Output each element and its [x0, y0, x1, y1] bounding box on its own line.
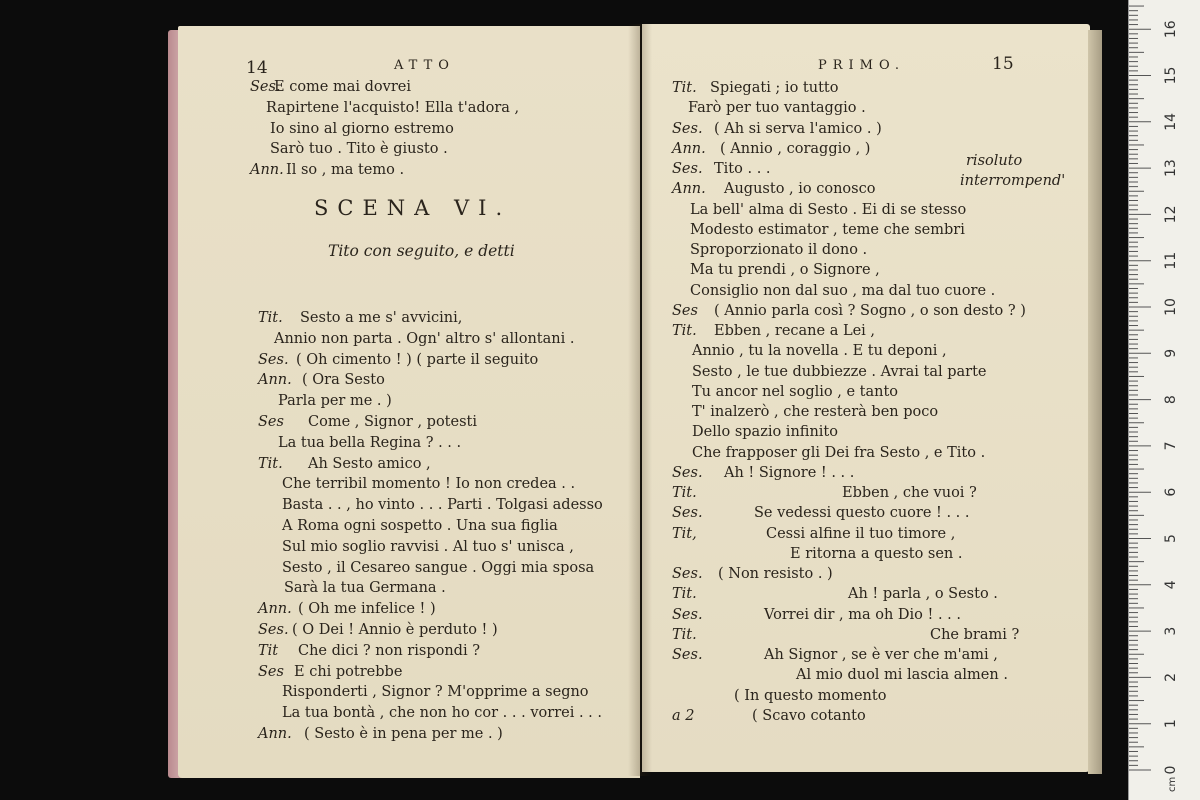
speaker-name: Tit.	[258, 310, 283, 326]
verse-line: Spiegati ; io tutto	[710, 80, 839, 96]
verse-line: ( Sesto è in pena per me . )	[304, 726, 503, 742]
verse-line: Sproporzionato il dono .	[690, 242, 868, 258]
ruler-label: 1	[1163, 719, 1179, 729]
verse-line: Ebben , che vuoi ?	[842, 485, 977, 501]
verse-line: T' inalzerò , che resterà ben poco	[692, 404, 939, 420]
verse-line: Sarò tuo . Tito è giusto .	[270, 141, 448, 158]
verse-line: Sesto a me s' avvicini,	[300, 310, 463, 326]
ruler-label: 9	[1163, 348, 1179, 358]
speaker-name: Ann.	[258, 601, 292, 618]
verse-line: Che frapposer gli Dei fra Sesto , e Tito .	[692, 444, 986, 461]
speaker-name: Ses	[258, 663, 284, 680]
measuring-ruler	[1128, 0, 1200, 800]
verse-line: ( Scavo cotanto	[752, 707, 866, 724]
ruler-label: 12	[1163, 205, 1179, 224]
verse-line: Il so , ma temo .	[286, 162, 405, 179]
speaker-name: Ses.	[250, 79, 281, 95]
speaker-name: Tit	[258, 642, 279, 659]
book-edge	[1088, 30, 1102, 774]
verse-line: La tua bella Regina ? . . .	[278, 434, 462, 451]
verse-line: ( O Dei ! Annio è perduto ! )	[292, 622, 498, 638]
verse-line: E come mai dovrei	[274, 79, 411, 95]
verse-line: ( In questo momento	[734, 687, 887, 704]
ruler-scale	[1129, 0, 1200, 800]
ruler-label: 11	[1163, 251, 1179, 270]
verse-line: Io sino al giorno estremo	[270, 120, 454, 137]
verse-line: Ebben , recane a Lei ,	[714, 323, 876, 339]
verse-line: Che brami ?	[930, 626, 1020, 643]
speaker-name: Tit.	[672, 626, 697, 643]
speaker-name: Ses.	[258, 622, 289, 638]
verse-line: Basta . . , ho vinto . . . Parti . Tolgasi adesso	[282, 497, 603, 514]
verse-line: ( Annio , coraggio , )	[720, 140, 871, 157]
verse-line: Parla per me . )	[278, 393, 392, 410]
scene-title: SCENA VI.	[314, 196, 512, 220]
verse-line: Ma tu prendi , o Signore ,	[690, 262, 880, 279]
verse-line: Dello spazio infinito	[692, 424, 838, 441]
speaker-name: Tit.	[258, 455, 283, 472]
ruler-label: 8	[1163, 395, 1179, 405]
speaker-name: Tit.	[672, 485, 697, 501]
verse-line: Sesto , il Cesareo sangue . Oggi mia sposa	[282, 559, 595, 576]
running-header: ATTO	[394, 58, 455, 73]
verse-line: Tito . . .	[714, 161, 771, 177]
right-page	[642, 24, 1090, 772]
scene-subtitle: Tito con seguito, e detti	[328, 242, 515, 260]
speaker-name: Ann.	[672, 140, 706, 157]
ruler-label: 13	[1163, 159, 1179, 178]
running-header: PRIMO.	[818, 58, 906, 73]
verse-line: Ah Sesto amico ,	[308, 455, 431, 472]
verse-line: La tua bontà , che non ho cor . . . vorrei . . .	[282, 705, 602, 722]
verse-line: Che terribil momento ! Io non credea . .	[282, 476, 576, 493]
verse-line: Rapirtene l'acquisto! Ella t'adora ,	[266, 99, 520, 116]
ruler-unit: cm	[1167, 776, 1178, 792]
verse-line: E chi potrebbe	[294, 663, 403, 680]
verse-line: Al mio duol mi lascia almen .	[796, 667, 1008, 684]
verse-line: Farò per tuo vantaggio .	[688, 100, 866, 117]
verse-line: Come , Signor , potesti	[308, 414, 477, 430]
speaker-name: Ann.	[672, 181, 706, 198]
verse-line: ( Oh me infelice ! )	[298, 601, 436, 618]
verse-line: ( Oh cimento ! ) ( parte il seguito	[296, 351, 539, 368]
page-number: 14	[246, 58, 268, 78]
speaker-name: Ann.	[258, 726, 292, 742]
verse-line: Annio , tu la novella . E tu deponi ,	[692, 343, 947, 360]
verse-line: Ah ! Signore ! . . .	[724, 464, 855, 481]
ruler-label: 4	[1163, 580, 1179, 590]
speaker-name: Ses.	[672, 161, 703, 177]
verse-line: Ah Signor , se è ver che m'ami ,	[764, 647, 998, 663]
verse-line: Sarà la tua Germana .	[284, 580, 446, 597]
speaker-name: Tit,	[672, 525, 697, 542]
verse-line: Vorrei dir , ma oh Dio ! . . .	[764, 606, 962, 623]
speaker-name: Ses.	[258, 351, 289, 368]
speaker-name: Tit.	[672, 80, 697, 96]
ruler-label: 2	[1163, 672, 1179, 682]
verse-line: La bell' alma di Sesto . Ei di se stesso	[690, 201, 967, 218]
ruler-label: 16	[1163, 20, 1179, 39]
verse-line: Modesto estimator , teme che sembri	[690, 221, 965, 238]
verse-line: Tu ancor nel soglio , e tanto	[692, 383, 899, 400]
speaker-name: Tit.	[672, 586, 697, 603]
ruler-label: 5	[1163, 534, 1179, 543]
verse-line: Annio non parta . Ogn' altro s' allontani .	[274, 330, 575, 347]
speaker-name: a 2	[672, 707, 695, 724]
verse-line: ( Non resisto . )	[718, 566, 833, 582]
verse-line: ( Annio parla così ? Sogno , o son desto ? )	[714, 302, 1026, 319]
stage-direction: interrompend'	[960, 173, 1066, 189]
verse-line: Risponderti , Signor ? M'opprime a segno	[282, 684, 589, 701]
verse-line: E ritorna a questo sen .	[790, 545, 963, 562]
speaker-name: Ses.	[672, 464, 703, 481]
book-gutter	[628, 24, 652, 776]
verse-line: ( Ah si serva l'amico . )	[714, 120, 882, 137]
verse-line: A Roma ogni sospetto . Una sua figlia	[282, 518, 558, 534]
speaker-name: Ses	[258, 414, 284, 430]
speaker-name: Ses.	[672, 120, 703, 137]
verse-line: Sesto , le tue dubbiezze . Avrai tal parte	[692, 363, 987, 380]
speaker-name: Ses	[672, 302, 698, 319]
ruler-label: 3	[1163, 626, 1179, 636]
verse-line: Cessi alfine il tuo timore ,	[766, 525, 956, 542]
verse-line: Se vedessi questo cuore ! . . .	[754, 505, 970, 522]
speaker-name: Ann.	[250, 162, 284, 179]
speaker-name: Ann.	[258, 372, 292, 389]
speaker-name: Tit.	[672, 323, 697, 339]
verse-line: Sul mio soglio ravvisi . Al tuo s' unisca ,	[282, 538, 574, 555]
ruler-label: 14	[1163, 112, 1179, 131]
ruler-label: 0	[1163, 765, 1179, 775]
page-number: 15	[992, 54, 1014, 74]
ruler-label: 6	[1163, 487, 1179, 497]
speaker-name: Ses.	[672, 566, 703, 582]
verse-line: Ah ! parla , o Sesto .	[848, 586, 998, 603]
stage-direction: risoluto	[966, 153, 1023, 169]
verse-line: Che dici ? non rispondi ?	[298, 642, 480, 659]
ruler-label: 7	[1163, 441, 1179, 451]
verse-line: ( Ora Sesto	[302, 372, 385, 389]
verse-line: Augusto , io conosco	[724, 181, 876, 198]
speaker-name: Ses.	[672, 647, 703, 663]
speaker-name: Ses.	[672, 505, 703, 522]
verse-line: Consiglio non dal suo , ma dal tuo cuore .	[690, 282, 996, 299]
speaker-name: Ses.	[672, 606, 703, 623]
ruler-label: 15	[1163, 66, 1179, 85]
ruler-label: 10	[1163, 298, 1179, 316]
left-page	[178, 26, 640, 778]
